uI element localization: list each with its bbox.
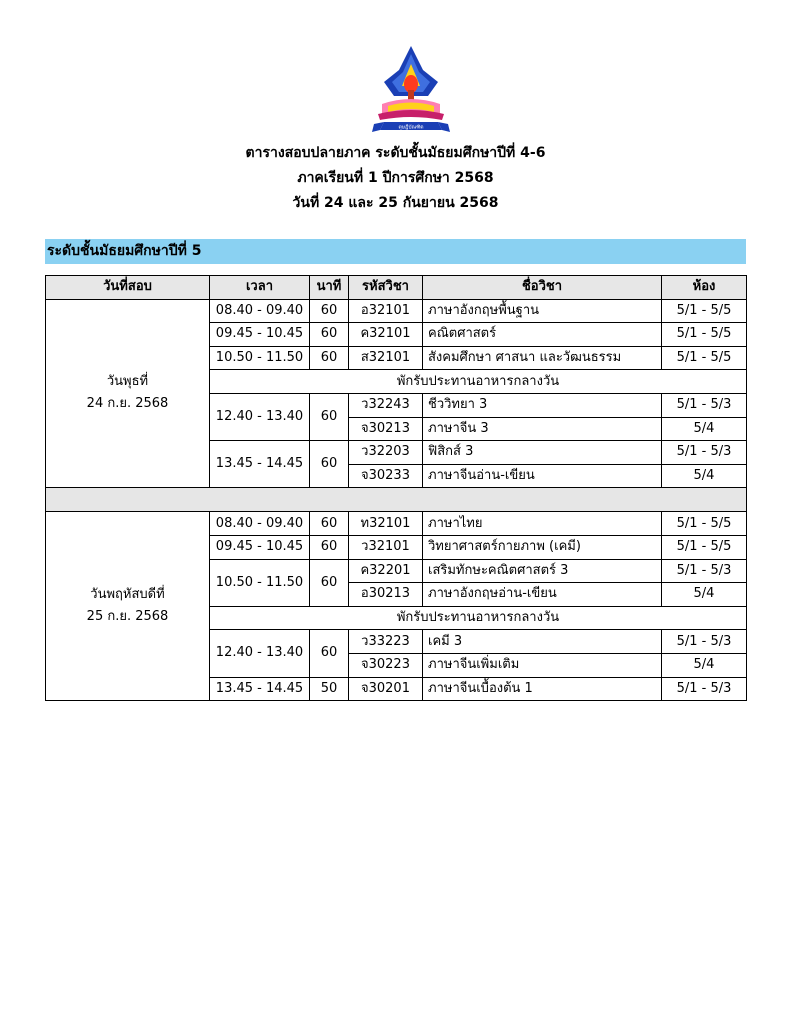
col-header-subject: ชื่อวิชา <box>423 276 662 300</box>
school-emblem-icon <box>368 44 454 138</box>
day2-name: วันพฤหัสบดีที่ <box>90 587 165 603</box>
code-cell: ว32243 <box>349 393 423 417</box>
subject-cell: ชีววิทยา 3 <box>423 393 662 417</box>
minutes-cell: 60 <box>310 559 349 606</box>
code-cell: ว32203 <box>349 441 423 465</box>
subject-cell: ภาษาไทย <box>423 512 662 536</box>
subject-cell: ภาษาจีน 3 <box>423 417 662 441</box>
day2-cell <box>46 512 210 701</box>
exam-schedule-table <box>45 275 747 701</box>
subject-cell: ภาษาจีนเพิ่มเติม <box>423 653 662 677</box>
time-cell: 10.50 - 11.50 <box>210 346 310 370</box>
col-header-room: ห้อง <box>662 276 747 300</box>
code-cell: ว33223 <box>349 630 423 654</box>
minutes-cell: 60 <box>310 512 349 536</box>
room-cell: 5/1 - 5/3 <box>662 559 747 583</box>
code-cell: ท32101 <box>349 512 423 536</box>
room-cell: 5/1 - 5/3 <box>662 630 747 654</box>
page-title: ตารางสอบปลายภาค ระดับชั้นมัธยมศึกษาปีที่ 4-6 <box>245 145 546 161</box>
lunch-break-cell: พักรับประทานอาหารกลางวัน <box>210 606 747 630</box>
room-cell: 5/1 - 5/3 <box>662 677 747 701</box>
table-row <box>46 299 747 323</box>
subject-cell: ภาษาอังกฤษพื้นฐาน <box>423 299 662 323</box>
minutes-cell: 50 <box>310 677 349 701</box>
header <box>0 141 791 216</box>
minutes-cell: 60 <box>310 441 349 488</box>
time-cell: 13.45 - 14.45 <box>210 677 310 701</box>
room-cell: 5/1 - 5/3 <box>662 441 747 465</box>
code-cell: อ30213 <box>349 583 423 607</box>
table-row <box>46 512 747 536</box>
subject-cell: ภาษาจีนอ่าน-เขียน <box>423 464 662 488</box>
time-cell: 12.40 - 13.40 <box>210 630 310 677</box>
room-cell: 5/1 - 5/5 <box>662 323 747 347</box>
day-separator-cell <box>46 488 747 512</box>
exam-date-line: วันที่ 24 และ 25 กันยายน 2568 <box>292 195 499 211</box>
day1-name: วันพุธที่ <box>106 374 149 390</box>
subject-cell: ภาษาอังกฤษอ่าน-เขียน <box>423 583 662 607</box>
code-cell: อ32101 <box>349 299 423 323</box>
code-cell: จ30233 <box>349 464 423 488</box>
subject-cell: ภาษาจีนเบื้องต้น 1 <box>423 677 662 701</box>
col-header-minutes: นาที <box>310 276 349 300</box>
logo-banner-text: ดุษฎีบัณฑิต <box>398 124 424 131</box>
day1-date: 24 ก.ย. 2568 <box>86 396 169 412</box>
code-cell: ว32101 <box>349 535 423 559</box>
semester-line: ภาคเรียนที่ 1 ปีการศึกษา 2568 <box>297 170 494 186</box>
subject-cell: วิทยาศาสตร์กายภาพ (เคมี) <box>423 535 662 559</box>
time-cell: 13.45 - 14.45 <box>210 441 310 488</box>
subject-cell: ฟิสิกส์ 3 <box>423 441 662 465</box>
table-header-row <box>46 276 747 300</box>
code-cell: ค32201 <box>349 559 423 583</box>
room-cell: 5/4 <box>662 583 747 607</box>
room-cell: 5/1 - 5/5 <box>662 535 747 559</box>
time-cell: 09.45 - 10.45 <box>210 535 310 559</box>
room-cell: 5/1 - 5/5 <box>662 299 747 323</box>
minutes-cell: 60 <box>310 346 349 370</box>
room-cell: 5/4 <box>662 653 747 677</box>
room-cell: 5/1 - 5/5 <box>662 346 747 370</box>
time-cell: 08.40 - 09.40 <box>210 512 310 536</box>
subject-cell: เคมี 3 <box>423 630 662 654</box>
col-header-code: รหัสวิชา <box>349 276 423 300</box>
time-cell: 08.40 - 09.40 <box>210 299 310 323</box>
minutes-cell: 60 <box>310 393 349 440</box>
code-cell: ส32101 <box>349 346 423 370</box>
day2-date: 25 ก.ย. 2568 <box>86 609 169 625</box>
time-cell: 10.50 - 11.50 <box>210 559 310 606</box>
room-cell: 5/1 - 5/3 <box>662 393 747 417</box>
code-cell: จ30223 <box>349 653 423 677</box>
lunch-break-cell: พักรับประทานอาหารกลางวัน <box>210 370 747 394</box>
room-cell: 5/1 - 5/5 <box>662 512 747 536</box>
code-cell: จ30213 <box>349 417 423 441</box>
time-cell: 12.40 - 13.40 <box>210 393 310 440</box>
minutes-cell: 60 <box>310 323 349 347</box>
subject-cell: เสริมทักษะคณิตศาสตร์ 3 <box>423 559 662 583</box>
code-cell: จ30201 <box>349 677 423 701</box>
code-cell: ค32101 <box>349 323 423 347</box>
day1-cell <box>46 299 210 488</box>
subject-cell: สังคมศึกษา ศาสนา และวัฒนธรรม <box>423 346 662 370</box>
time-cell: 09.45 - 10.45 <box>210 323 310 347</box>
col-header-date: วันที่สอบ <box>46 276 210 300</box>
col-header-time: เวลา <box>210 276 310 300</box>
room-cell: 5/4 <box>662 464 747 488</box>
minutes-cell: 60 <box>310 535 349 559</box>
minutes-cell: 60 <box>310 630 349 677</box>
subject-cell: คณิตศาสตร์ <box>423 323 662 347</box>
room-cell: 5/4 <box>662 417 747 441</box>
minutes-cell: 60 <box>310 299 349 323</box>
level-heading: ระดับชั้นมัธยมศึกษาปีที่ 5 <box>45 239 746 264</box>
day-separator-row <box>46 488 747 512</box>
